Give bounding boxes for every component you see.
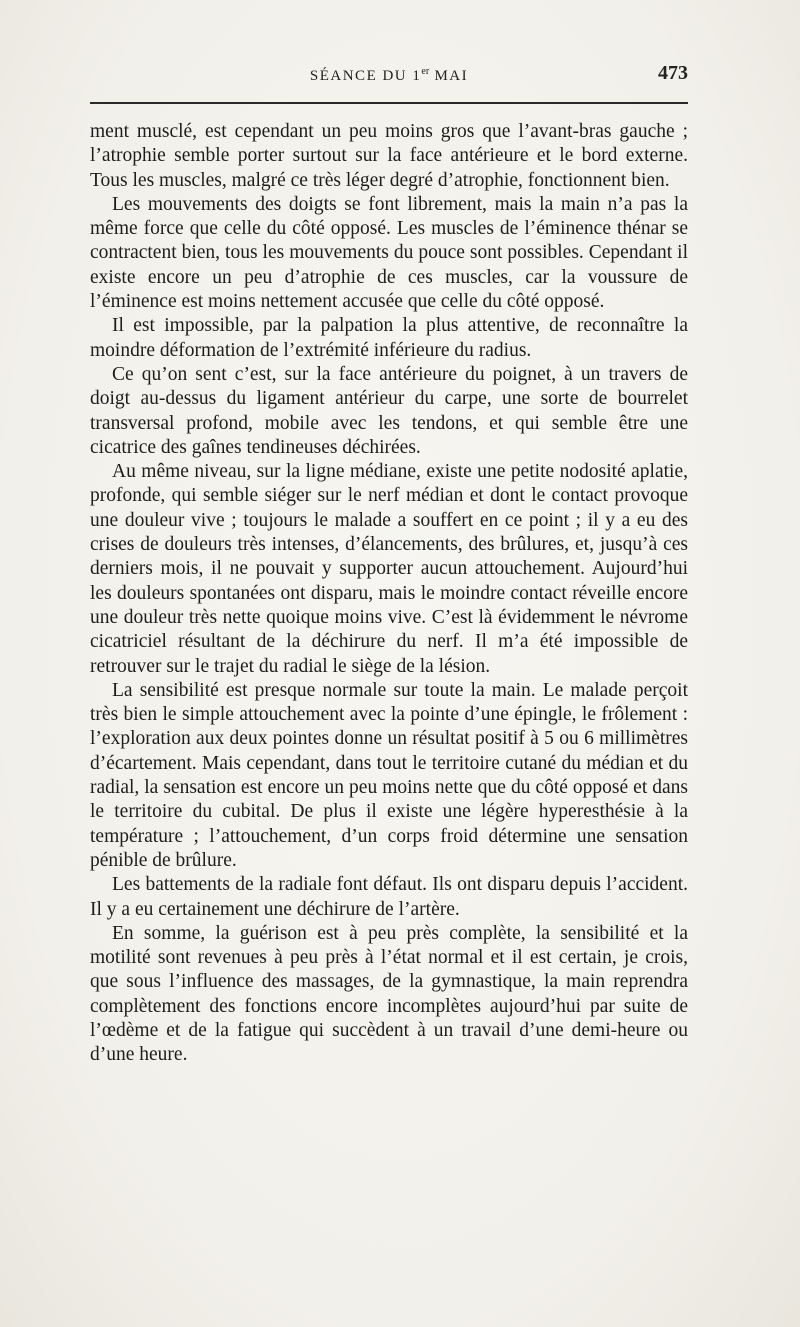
paragraph-3: Il est impossible, par la palpation la plus attentive, de reconnaître la moindre déformation de l’extrémité inférieure du radius. bbox=[90, 315, 688, 361]
paragraph-8: En somme, la guérison est à peu près complète, la sensibilité et la motilité sont revenues à peu près à l’état normal et il est certain, je crois, que sous l’influence des massages, de la gymnastique, la main reprendra complètement des fonctions encore incomplètes aujourd’hui par suite de l’œdème et de la fatigue qui succèdent à un travail d’une demi-heure ou d’une heure. bbox=[90, 922, 688, 1066]
paragraph-1: ment musclé, est cependant un peu moins gros que l’avant-bras gauche ; l’atrophie semble porter surtout sur la face antérieure et le bord externe. Tous les muscles, malgré ce très léger degré d’atrophie, fonctionnent bien. bbox=[90, 121, 688, 191]
body-text bbox=[90, 120, 688, 1068]
paragraph-5: Au même niveau, sur la ligne médiane, existe une petite nodosité aplatie, profonde, qui semble siéger sur le nerf médian et dont le contact provoque une douleur vive ; toujours le malade a souffert en ce point ; il y a eu des crises de douleurs très intenses, d’élancements, des brûlures, et, jusqu’à ces derniers mois, il ne pouvait y supporter aucun attouchement. Aujourd’hui les douleurs spontanées ont disparu, mais le moindre contact réveille encore une douleur très nette quoique moins vive. C’est là évidemment le névrome cicatriciel résultant de la déchirure du nerf. Il m’a été impossible de retrouver sur le trajet du radial le siège de la lésion. bbox=[90, 461, 688, 677]
running-head-title bbox=[90, 66, 688, 85]
header-rule bbox=[90, 102, 688, 104]
page-number: 473 bbox=[658, 62, 688, 84]
running-head bbox=[90, 62, 688, 92]
title-suffix: MAI bbox=[429, 68, 469, 84]
title-superscript: er bbox=[421, 66, 430, 77]
paragraph-7: Les battements de la radiale font défaut. Ils ont disparu depuis l’accident. Il y a eu certainement une déchirure de l’artère. bbox=[90, 874, 688, 920]
paragraph-2: Les mouvements des doigts se font librement, mais la main n’a pas la même force que celle du côté opposé. Les muscles de l’éminence thénar se contractent bien, tous les mouvements du pouce sont possibles. Cependant il existe encore un peu d’atrophie de ces muscles, car la voussure de l’éminence est moins nettement accusée que celle du côté opposé. bbox=[90, 193, 688, 313]
paragraph-6: La sensibilité est presque normale sur toute la main. Le malade perçoit très bien le simple attouchement avec la pointe d’une épingle, le frôlement : l’exploration aux deux pointes donne un résultat positif à 5 ou 6 millimètres d’écartement. Mais cependant, dans tout le territoire cutané du médian et du radial, la sensation est encore un peu moins nette que du côté opposé et dans le territoire du cubital. De plus il existe une légère hyperesthésie à la température ; l’attouchement, d’un corps froid détermine une sensation pénible de brûlure. bbox=[90, 679, 688, 871]
paragraph-4: Ce qu’on sent c’est, sur la face antérieure du poignet, à un travers de doigt au-dessus du ligament antérieur du carpe, une sorte de bourrelet transversal profond, mobile avec les tendons, et qui semble être une cicatrice des gaînes tendineuses déchirées. bbox=[90, 363, 688, 458]
title-prefix: SÉANCE DU 1 bbox=[309, 68, 422, 84]
